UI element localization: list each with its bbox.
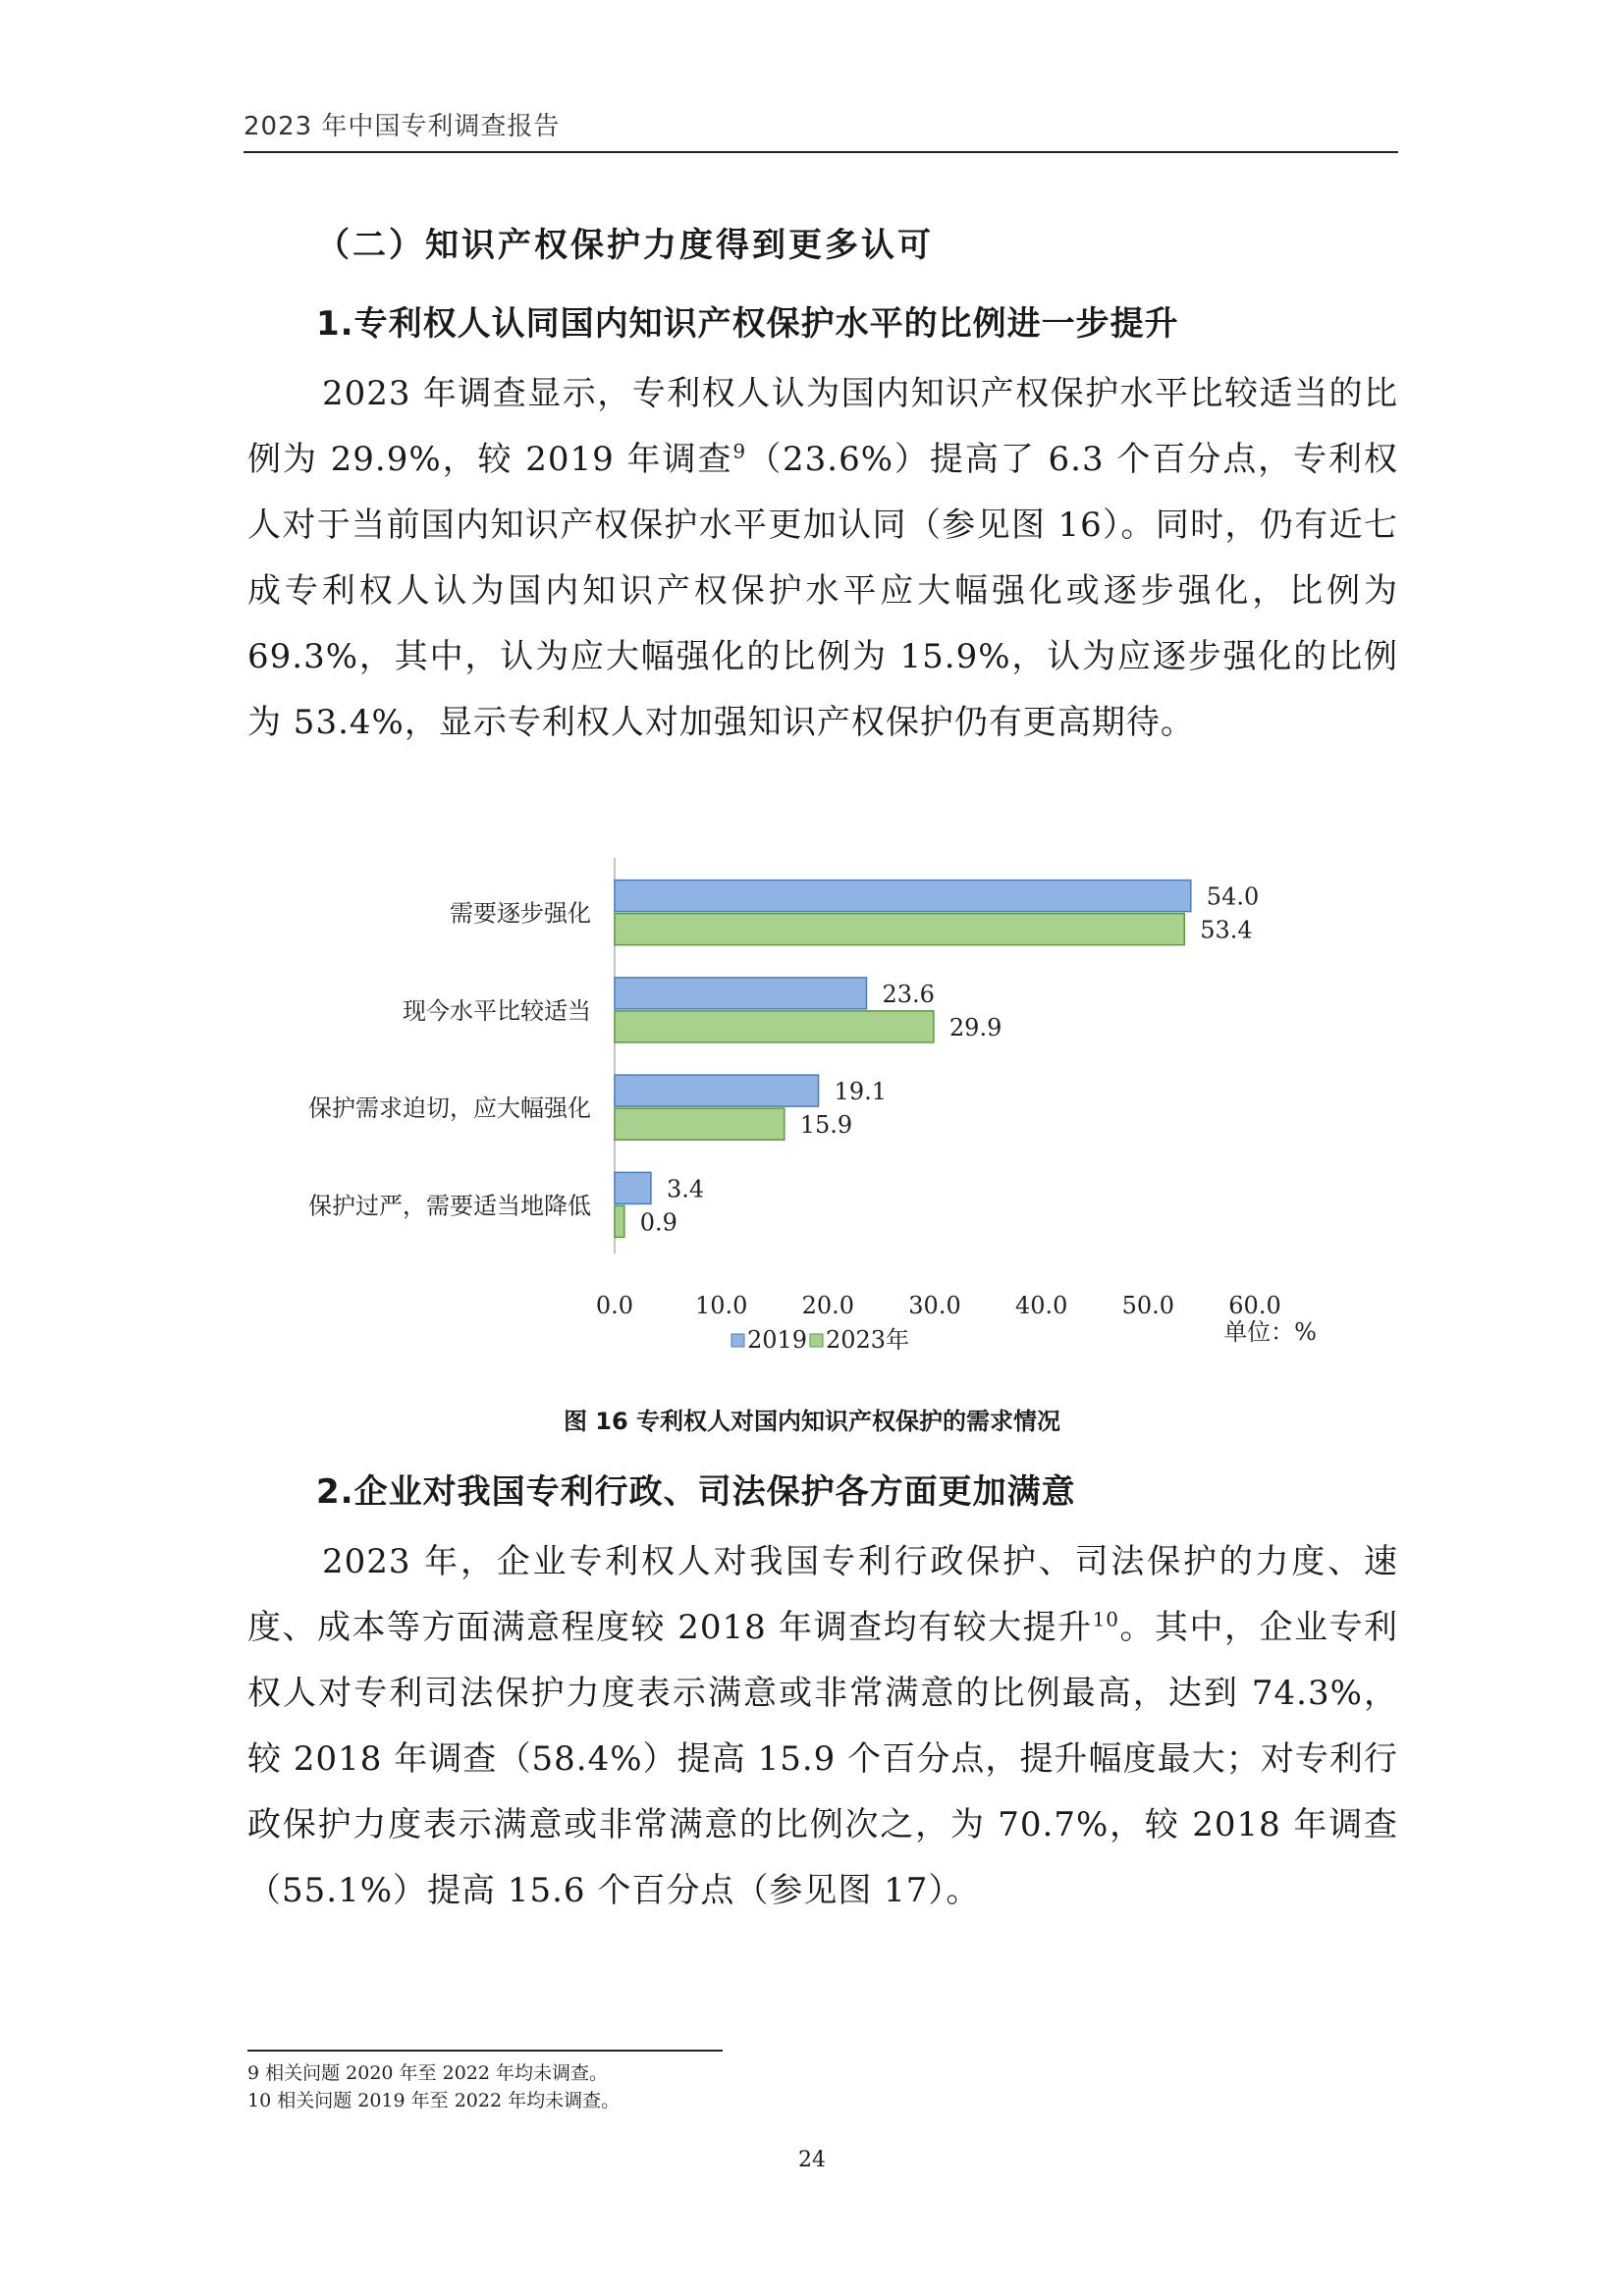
paragraph-2-text-a: 2023 年，企业专利权人对我国专利行政保护、司法保护的力度、速度、成本等方面满意程度较 2018 年调查均有较大提升 — [247, 1542, 1398, 1647]
figure-caption: 图 16 专利权人对国内知识产权保护的需求情况 — [563, 1408, 1061, 1435]
legend-swatch-0 — [731, 1334, 744, 1347]
header-rule — [244, 151, 1398, 153]
bar-s1-c2 — [615, 1108, 785, 1140]
footnote-ref-10[interactable]: 10 — [1092, 1607, 1120, 1631]
category-label-1: 现今水平比较适当 — [403, 996, 591, 1025]
data-label-s0-c0: 54.0 — [1206, 882, 1260, 911]
running-header: 2023 年中国专利调查报告 — [244, 112, 561, 141]
bar-s0-c3 — [615, 1172, 651, 1203]
paragraph-1-text-b: （23.6%）提高了 6.3 个百分点，专利权人对于当前国内知识产权保护水平更加认同（参见图 16）。同时，仍有近七成专利权人认为国内知识产权保护水平应大幅强化或逐步强化，比例为 69.3%，其中，认为应大幅强化的比例为 15.9%，认为应逐步强化的比例为 53.4%，显示专利权人对加强知识产权保护仍有更高期待。 — [247, 440, 1398, 742]
paragraph-2 — [247, 1529, 1398, 1924]
section-title: （二）知识产权保护力度得到更多认可 — [316, 226, 934, 265]
x-tick-label-6: 60.0 — [1228, 1292, 1281, 1319]
data-label-s0-c3: 3.4 — [666, 1175, 705, 1203]
bar-s1-c0 — [615, 914, 1184, 945]
category-label-3: 保护过严，需要适当地降低 — [308, 1192, 591, 1220]
data-label-s0-c1: 23.6 — [882, 980, 935, 1008]
paragraph-1-text-a: 2023 年调查显示，专利权人认为国内知识产权保护水平比较适当的比例为 29.9%，较 2019 年调查 — [247, 374, 1398, 479]
data-label-s1-c2: 15.9 — [799, 1111, 853, 1140]
bar-s0-c0 — [615, 881, 1191, 912]
legend-label-1: 2023年 — [826, 1326, 910, 1354]
x-tick-label-4: 40.0 — [1014, 1292, 1068, 1319]
bar-s1-c3 — [615, 1205, 624, 1237]
x-tick-label-3: 30.0 — [908, 1292, 961, 1319]
x-tick-label-2: 20.0 — [801, 1292, 855, 1319]
bar-s1-c1 — [615, 1011, 934, 1042]
category-label-0: 需要逐步强化 — [450, 899, 591, 928]
legend-label-0: 2019 — [747, 1326, 808, 1354]
data-label-s1-c1: 29.9 — [948, 1013, 1002, 1041]
bar-s0-c2 — [615, 1075, 819, 1106]
subsection-2-title: 2.企业对我国专利行政、司法保护各方面更加满意 — [316, 1472, 1076, 1512]
x-tick-label-1: 10.0 — [694, 1292, 748, 1319]
page-number: 24 — [798, 2148, 826, 2172]
footnotes — [247, 2059, 620, 2114]
paragraph-2-text-b: 。其中，企业专利权人对专利司法保护力度表示满意或非常满意的比例最高，达到 74.3%，较 2018 年调查（58.4%）提高 15.9 个百分点，提升幅度最大；对专利行政保护力度表示满意或非常满意的比例次之，为 70.7%，较 2018 年调查（55.1%）提高 15.6 个百分点（参见图 17）。 — [247, 1608, 1398, 1910]
unit-label: 单位：% — [1223, 1318, 1317, 1346]
category-label-2: 保护需求迫切，应大幅强化 — [308, 1095, 591, 1123]
x-tick-label-5: 50.0 — [1121, 1292, 1175, 1319]
footnote-rule — [247, 2050, 723, 2052]
footnote-10: 10 相关问题 2019 年至 2022 年均未调查。 — [247, 2090, 621, 2111]
footnote-ref-9[interactable]: 9 — [732, 439, 747, 463]
bar-chart — [236, 846, 1335, 1396]
footnote-9: 9 相关问题 2020 年至 2022 年均未调查。 — [247, 2062, 608, 2084]
data-label-s1-c0: 53.4 — [1200, 916, 1253, 944]
data-label-s1-c3: 0.9 — [639, 1208, 677, 1237]
data-label-s0-c2: 19.1 — [834, 1078, 887, 1106]
bar-s0-c1 — [615, 978, 866, 1009]
paragraph-1 — [247, 361, 1398, 756]
x-tick-label-0: 0.0 — [595, 1292, 634, 1319]
subsection-1-title: 1.专利权人认同国内知识产权保护水平的比例进一步提升 — [316, 304, 1179, 344]
legend-swatch-1 — [810, 1334, 823, 1347]
